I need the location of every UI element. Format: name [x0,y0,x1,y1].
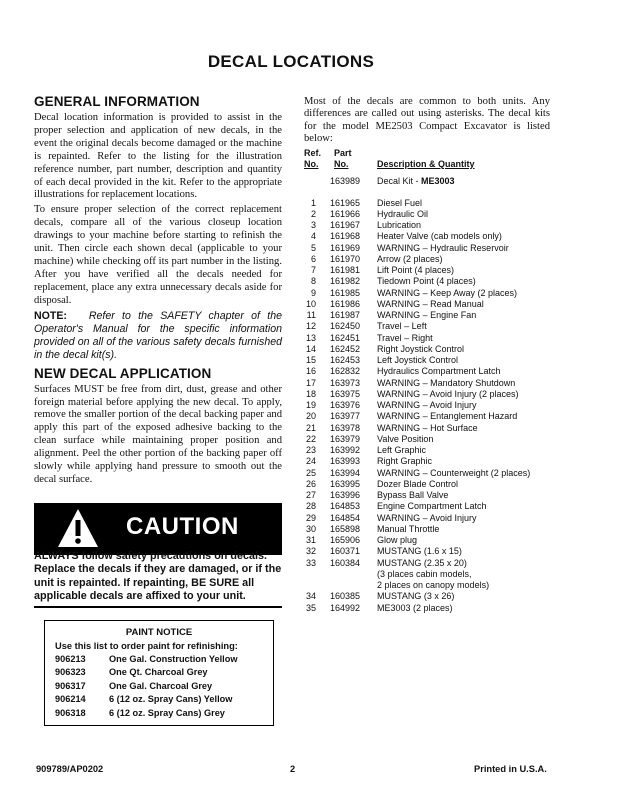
kit-description [377,176,455,186]
decal-part-number: 163994 [330,467,361,478]
decal-description: WARNING – Avoid Injury (2 places) [377,388,519,399]
decal-table-header [304,148,550,172]
decal-row [304,321,550,332]
decal-description: Travel – Right [377,332,433,343]
paint-notice-title: PAINT NOTICE [125,627,193,638]
decal-part-number: 160371 [330,546,361,557]
decal-part-number: 161967 [330,220,361,231]
decal-part-number: 163976 [330,400,361,411]
caution-word: CAUTION [126,513,239,540]
decal-list [304,198,550,614]
decal-part-number: 164992 [330,602,361,613]
decal-part-number: 161981 [330,265,361,276]
decal-ref-number: 26 [305,478,316,489]
decal-ref-number: 29 [305,512,316,523]
general-info-paragraph-2: To ensure proper selection of the correct replacement decals, compare all of the various closeup location drawings to your machine before starting to refinish the unit. Then circle each shown decal (applicable to your machine) while checking off its part number in the listing. After you have verified all the decals needed for replacement, place any extra unnecessary decals aside for disposal. [34,204,282,306]
decal-part-number: 164854 [330,512,361,523]
decal-description: WARNING – Engine Fan [377,310,477,321]
decal-part-number: 162452 [330,343,361,354]
decal-ref-number: 17 [305,377,316,388]
decal-ref-number: 14 [305,343,316,354]
decal-row [304,299,550,310]
decal-list-intro: Most of the decals are common to both units. Any differences are called out using asterisks. The decal kits for the model ME2503 Compact Excavator is listed below: [304,96,550,145]
decal-part-number: 165906 [330,535,361,546]
paint-description: One Qt. Charcoal Grey [109,667,208,678]
col-part-line-2: No. [334,158,349,169]
kit-part-number: 163989 [330,175,361,186]
note-text: Refer to the SAFETY chapter of the Operator's Manual for the specific information provided on all of the various safety decals furnished in the decal kit(s). [34,309,282,361]
decal-description: Diesel Fuel [377,197,423,208]
paint-item [55,653,273,666]
paint-item [55,666,273,679]
decal-part-number: 162451 [330,332,361,343]
decal-description: WARNING – Mandatory Shutdown [377,377,516,388]
decal-row [304,558,550,592]
decal-ref-number: 15 [305,355,316,366]
decal-row [304,479,550,490]
new-decal-heading: NEW DECAL APPLICATION [34,365,212,381]
general-info-heading: GENERAL INFORMATION [34,94,200,109]
decal-ref-number: 6 [310,253,316,264]
decal-part-number: 163996 [330,490,361,501]
decal-row [304,333,550,344]
decal-row [304,591,550,602]
decal-row [304,209,550,220]
decal-ref-number: 31 [305,535,316,546]
decal-ref-number: 24 [305,456,316,467]
decal-description: Dozer Blade Control [377,478,459,489]
decal-part-number: 163975 [330,388,361,399]
decal-ref-number: 12 [305,321,316,332]
decal-row [304,400,550,411]
decal-description: WARNING – Counterweight (2 places) [377,467,531,478]
decal-part-number: 162453 [330,355,361,366]
decal-part-number: 161966 [330,208,361,219]
decal-row [304,366,550,377]
decal-description: Glow plug [377,535,418,546]
decal-ref-number: 20 [305,411,316,422]
decal-description: Hydraulic Oil [377,208,429,219]
decal-description: Manual Throttle [377,523,440,534]
footer-page-number: 2 [290,764,296,774]
paint-item [55,693,273,706]
decal-description: Lift Point (4 places) [377,265,455,276]
decal-description: Travel – Left [377,321,427,332]
paint-part-number: 906323 [55,667,86,678]
decal-row [304,265,550,276]
decal-ref-number: 13 [305,332,316,343]
warning-triangle-icon [56,507,100,554]
paint-description: 6 (12 oz. Spray Cans) Yellow [109,694,233,705]
kit-model: ME3003 [421,175,455,186]
decal-ref-number: 3 [310,220,316,231]
decal-description: Lubrication [377,220,422,231]
decal-ref-number: 8 [310,276,316,287]
decal-ref-number: 1 [310,197,316,208]
decal-part-number: 163978 [330,422,361,433]
decal-description: WARNING – Hydraulic Reservoir [377,242,509,253]
decal-description: WARNING – Hot Surface [377,422,478,433]
decal-ref-number: 7 [310,265,316,276]
decal-description: MUSTANG (1.6 x 15) [377,546,462,557]
decal-row [304,490,550,501]
decal-part-number: 163995 [330,478,361,489]
paint-description: One Gal. Charcoal Grey [109,680,213,691]
decal-description: Bypass Ball Valve [377,490,449,501]
decal-part-number: 165898 [330,523,361,534]
left-column [34,94,282,489]
decal-row [304,513,550,524]
decal-part-number: 162832 [330,366,361,377]
caution-text: ALWAYS follow safety precautions on decals. Replace the decals if they are damaged, or if the unit is repainted. If repainting, BE SURE all applicable decals are affixed to your unit. [34,550,282,603]
decal-ref-number: 5 [310,242,316,253]
right-column [304,96,550,614]
decal-description: ME3003 (2 places) [377,602,453,613]
decal-ref-number: 25 [305,467,316,478]
paint-part-number: 906214 [55,694,86,705]
decal-part-number: 163977 [330,411,361,422]
decal-row [304,243,550,254]
decal-part-number: 163992 [330,445,361,456]
decal-ref-number: 35 [305,602,316,613]
decal-row [304,198,550,209]
decal-part-number: 161970 [330,253,361,264]
note-paragraph [34,310,282,362]
col-desc-label: Description & Quantity [377,158,475,169]
decal-part-number: 162450 [330,321,361,332]
decal-row [304,355,550,366]
paint-item [55,707,273,720]
page-title: DECAL LOCATIONS [207,52,375,71]
decal-description: Tiedown Point (4 places) [377,276,476,287]
decal-ref-number: 30 [305,523,316,534]
decal-description: Left Joystick Control [377,355,459,366]
decal-part-number: 160385 [330,591,361,602]
decal-description: Left Graphic [377,445,427,456]
decal-row [304,389,550,400]
decal-row [304,546,550,557]
col-ref-line-1: Ref. [304,147,322,158]
paint-part-number: 906317 [55,680,86,691]
decal-row [304,603,550,614]
decal-row [304,310,550,321]
decal-row [304,501,550,512]
decal-ref-number: 9 [310,287,316,298]
decal-part-number: 163993 [330,456,361,467]
decal-description: WARNING – Read Manual [377,298,484,309]
decal-description: Heater Valve (cab models only) [377,231,502,242]
decal-row [304,535,550,546]
paint-notice-subtitle: Use this list to order paint for refinishing: [55,641,238,651]
decal-ref-number: 18 [305,388,316,399]
footer-printed: Printed in U.S.A. [474,764,547,774]
paint-part-number: 906213 [55,654,86,664]
footer-doc-id: 909789/AP0202 [36,764,104,774]
decal-ref-number: 16 [305,366,316,377]
decal-part-number: 161982 [330,276,361,287]
decal-ref-number: 33 [305,557,316,568]
decal-part-number: 163979 [330,433,361,444]
decal-row [304,468,550,479]
decal-row [304,344,550,355]
decal-part-number: 161969 [330,242,361,253]
col-desc-header [377,159,475,170]
paint-notice-box [44,620,274,726]
caution-banner [34,503,282,555]
new-decal-paragraph: Surfaces MUST be free from dirt, dust, grease and other foreign material before applying the new decal. To apply, remove the smaller portion of the decal backing paper and apply this part of the exposed adhesive backing to the clean surface while maintaining proper position and alignment. Peel the other portion of the backing paper off slowly while applying hand pressure to smooth out the decal surface. [34,383,282,485]
col-ref-header [304,148,321,170]
decal-ref-number: 23 [305,445,316,456]
decal-description: WARNING – Avoid Injury [377,400,477,411]
decal-description: Right Graphic [377,456,433,467]
paint-description: 6 (12 oz. Spray Cans) Grey [109,707,225,718]
decal-description: MUSTANG (2.35 x 20) (3 places cabin models, 2 places on canopy models) [377,557,490,591]
col-ref-line-2: No. [304,158,319,169]
decal-description: Valve Position [377,433,434,444]
decal-part-number: 161987 [330,310,361,321]
decal-row [304,411,550,422]
decal-ref-number: 22 [305,433,316,444]
decal-row [304,288,550,299]
decal-kit-row [304,176,550,188]
decal-row [304,423,550,434]
decal-ref-number: 28 [305,501,316,512]
decal-row [304,276,550,287]
decal-row [304,434,550,445]
decal-description: WARNING – Keep Away (2 places) [377,287,518,298]
col-part-line-1: Part [334,147,352,158]
decal-description: Right Joystick Control [377,343,465,354]
decal-description: MUSTANG (3 x 26) [377,591,455,602]
note-label: NOTE: [34,309,67,322]
paint-item [55,680,273,693]
decal-row [304,456,550,467]
decal-description: WARNING – Avoid Injury [377,512,477,523]
paint-part-number: 906318 [55,707,86,718]
decal-row [304,231,550,242]
kit-desc-prefix: Decal Kit - [377,175,422,186]
decal-row [304,378,550,389]
decal-part-number: 161986 [330,298,361,309]
decal-part-number: 161985 [330,287,361,298]
decal-part-number: 160384 [330,557,361,568]
decal-ref-number: 11 [306,310,316,321]
decal-part-number: 163973 [330,377,361,388]
decal-part-number: 161968 [330,231,361,242]
decal-part-number: 164853 [330,501,361,512]
decal-row [304,445,550,456]
decal-row [304,524,550,535]
decal-ref-number: 4 [310,231,316,242]
decal-ref-number: 19 [305,400,316,411]
decal-ref-number: 34 [305,591,316,602]
col-part-header [334,148,352,170]
decal-row [304,220,550,231]
decal-description: Engine Compartment Latch [377,501,487,512]
decal-row [304,254,550,265]
general-info-paragraph-1: Decal location information is provided to assist in the proper selection and application of new decals, in the event the original decals become damaged or the machine is repainted. Refer to the listing for the illustration reference number, part number, description and quantity of each decal provided in the kit. Refer to the appropriate illustrations for replacement locations. [34,112,282,201]
decal-ref-number: 32 [305,546,316,557]
decal-part-number: 161965 [330,197,361,208]
decal-ref-number: 27 [305,490,316,501]
decal-description: WARNING – Entanglement Hazard [377,411,518,422]
decal-ref-number: 2 [310,208,316,219]
decal-description: Hydraulics Compartment Latch [377,366,501,377]
decal-ref-number: 21 [305,422,316,433]
decal-ref-number: 10 [305,298,316,309]
paint-description: One Gal. Construction Yellow [109,654,238,664]
decal-description: Arrow (2 places) [377,253,443,264]
caution-divider [34,606,282,608]
